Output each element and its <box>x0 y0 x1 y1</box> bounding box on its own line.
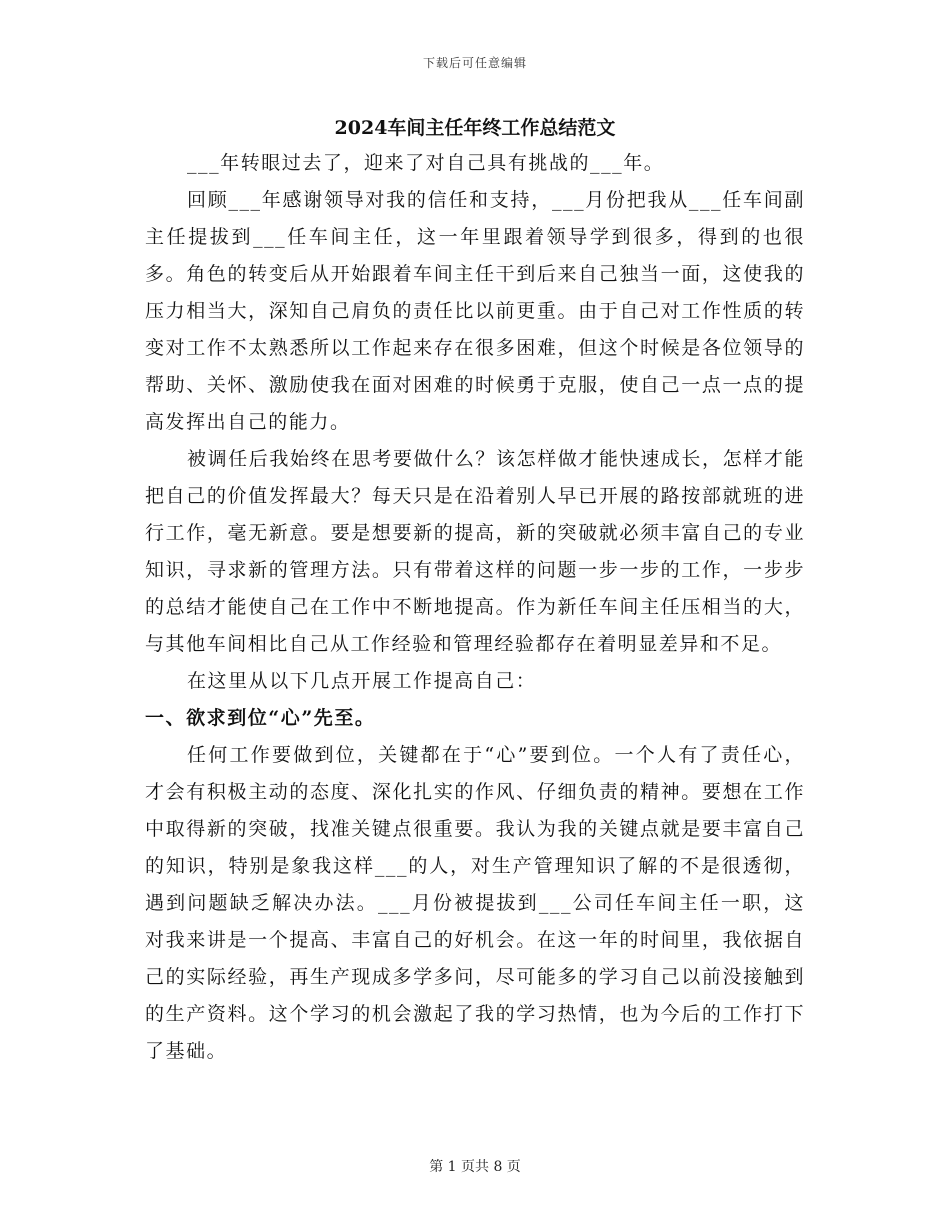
paragraph-review: 回顾___年感谢领导对我的信任和支持，___月份把我从___任车间副主任提拔到___任车间主任，这一年里跟着领导学到很多，得到的也很多。角色的转变后从开始跟着车间主任干到后来自己独当一面，这使我的压力相当大，深知自己肩负的责任比以前更重。由于自己对工作性质的转变对工作不太熟悉所以工作起来存在很多困难，但这个时候是各位领导的帮助、关怀、激励使我在面对困难的时候勇于克服，使自己一点一点的提高发挥出自己的能力。 <box>145 189 805 433</box>
paragraph-section-one: 任何工作要做到位，关键都在于“心”要到位。一个人有了责任心，才会有积极主动的态度、深化扎实的作风、仔细负责的精神。要想在工作中取得新的突破，找准关键点很重要。我认为我的关键点就是要丰富自己的知识，特别是象我这样___的人，对生产管理知识了解的不是很透彻，遇到问题缺乏解决办法。___月份被提拔到___公司任车间主任一职，这对我来讲是一个提高、丰富自己的好机会。在这一年的时间里，我依据自己的实际经验，再生产现成多学多问，尽可能多的学习自己以前没接触到的生产资料。这个学习的机会激起了我的学习热情，也为今后的工作打下了基础。 <box>145 744 805 1062</box>
paragraph-intro: ___年转眼过去了，迎来了对自己具有挑战的___年。 <box>187 152 665 174</box>
section-heading: 一、欲求到位“心”先至。 <box>145 707 376 729</box>
paragraph-reflection: 被调任后我始终在思考要做什么？该怎样做才能快速成长，怎样才能把自己的价值发挥最大？每天只是在沿着别人早已开展的路按部就班的进行工作，毫无新意。要是想要新的提高，新的突破就必须丰富自己的专业知识，寻求新的管理方法。只有带着这样的问题一步一步的工作，一步步的总结才能使自己在工作中不断地提高。作为新任车间主任压相当的大，与其他车间相比自己从工作经验和管理经验都存在着明显差异和不足。 <box>145 448 805 655</box>
page-header: 下载后可任意编辑 <box>422 56 527 70</box>
document-title: 2024车间主任年终工作总结范文 <box>334 117 616 139</box>
page-footer: 第 1 页共 8 页 <box>429 1159 521 1175</box>
document-body <box>145 145 805 1070</box>
paragraph-transition: 在这里从以下几点开展工作提高自己： <box>187 670 537 692</box>
